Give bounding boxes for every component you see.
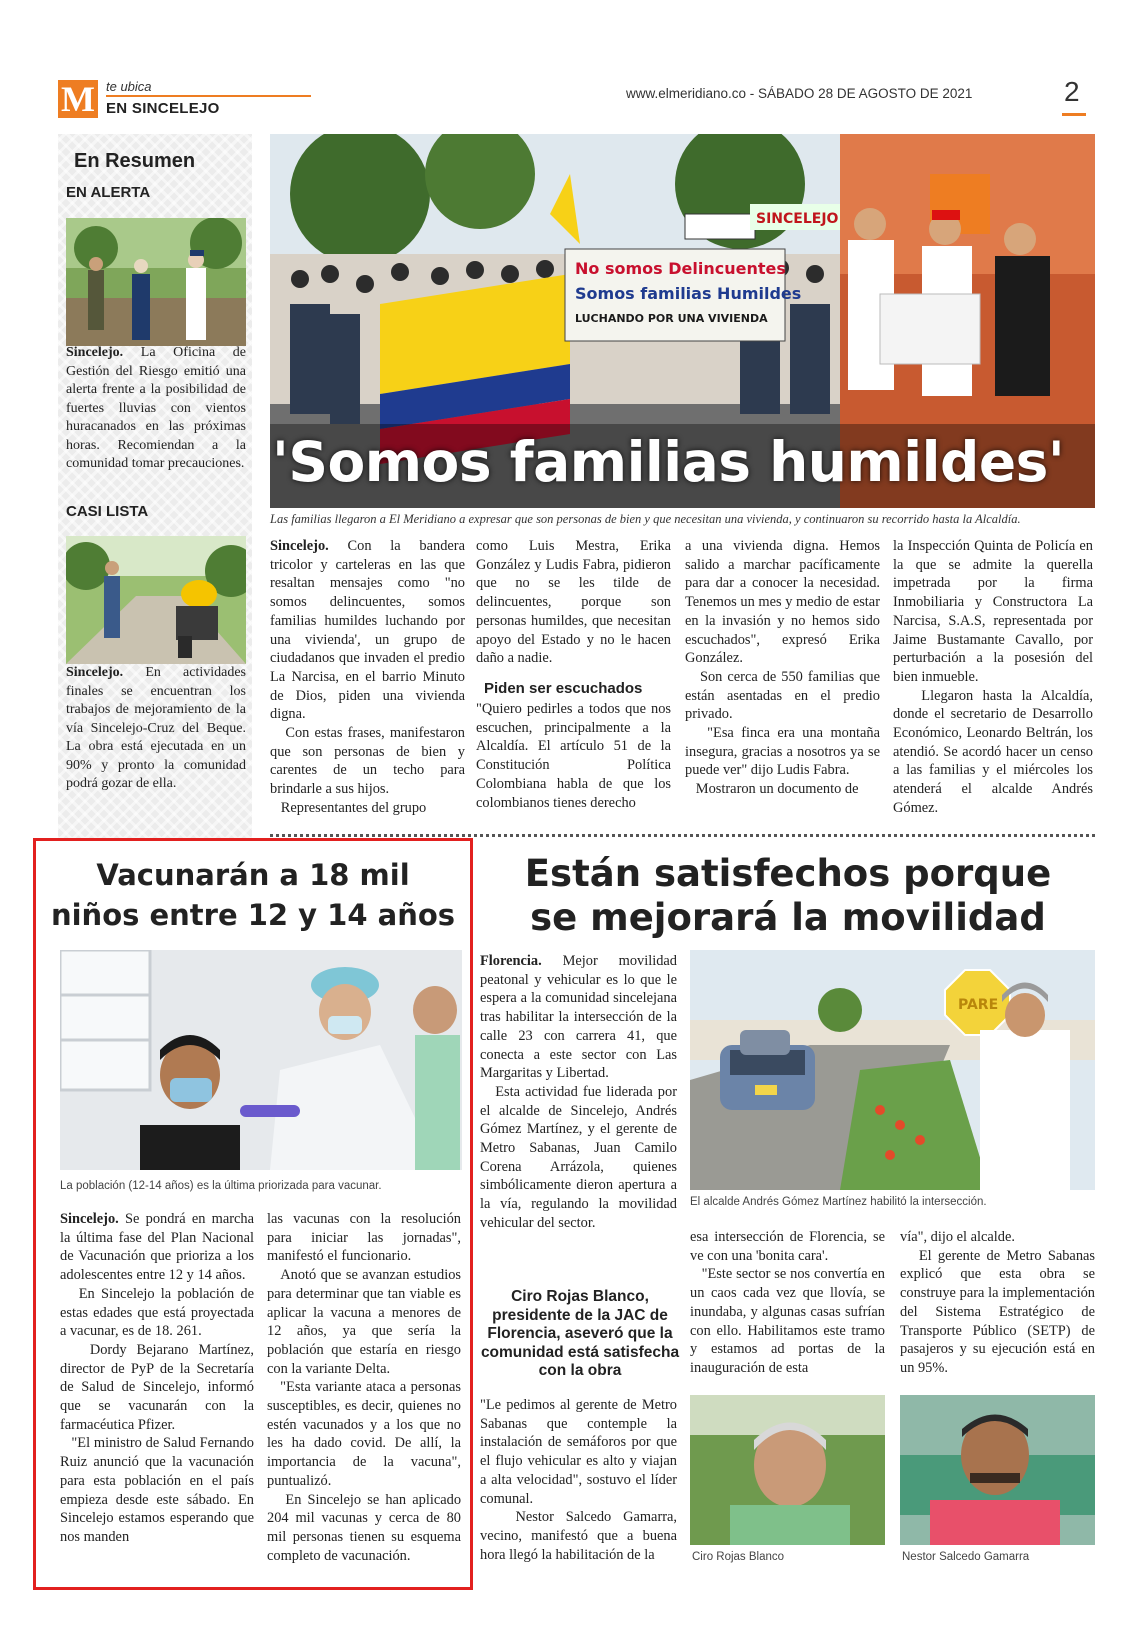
vaccine-col2-p1: las vacunas con la resolución para iniciar las jornadas", manifestó el funcionario. [267,1211,461,1265]
url-date-line: www.elmeridiano.co - SÁBADO 28 DE AGOSTO DE 2021 [626,86,973,101]
lead-column-2b [476,700,671,812]
mobility-quote-head: Ciro Rojas Blanco, presidente de la JAC de Florencia, aseveró que la comunidad está satisfecha con la obra [480,1288,680,1379]
lead-col2-p2: "Quiero pedirles a todos que nos escuchen, principalmente a la Alcaldía. El artículo 51 de la Constitución Política Colombiana habla de que los colombianos tienes derecho [476,701,671,811]
lead-subhead: Piden ser escuchados [484,680,643,697]
lead-headline: 'Somos familias humildes' [272,430,1065,494]
lead-place: Sincelejo. [270,538,329,554]
mobility-column-3 [900,1228,1095,1378]
alert-label: EN ALERTA [66,184,151,201]
newspaper-logo: M [58,80,98,118]
lead-col3-p2: Son cerca de 550 familias que están asentadas en el predio privado. [685,668,880,723]
vaccine-column-1 [60,1210,254,1547]
ciro-rojas-caption: Ciro Rojas Blanco [692,1551,785,1563]
vaccine-col1-p1: Se pondrá en marcha la última fase del Plan Nacional de Vacunación que prioriza a los adolescentes entre 12 y 14 años. [60,1211,254,1284]
nestor-salcedo-caption: Nestor Salcedo Gamarra [902,1551,1030,1563]
mobility-place: Florencia. [480,953,542,969]
mobility-headline-line1: Están satisfechos porque [524,852,1052,895]
sidebar-title: En Resumen [74,150,196,172]
vaccine-col2-p4: En Sincelejo se han aplicado 204 mil vacunas y cerca de 80 mil personas tienen su esquema completo de vacunación. [267,1491,462,1564]
mobility-col1-p3: "Le pedimos al gerente de Metro Sabanas que contemple la instalación de semáforos por que el flujo vehicular es alto y viajan a alta velocidad", sostuvo el líder comunal. [480,1397,677,1507]
intersection-photo-caption: El alcalde Andrés Gómez Martínez habilitó la intersección. [690,1196,987,1208]
section-kicker: te ubica [106,79,152,94]
vaccine-col1-p4: "El ministro de Salud Fernando Ruiz anunció que la vacunación para esta población en el país empieza desde este sábado. En Sincelejo estamos esperando que nos manden [60,1435,254,1545]
mobility-col3-p2: El gerente de Metro Sabanas explicó que esta obra se construye para la implementación del Sistema Estratégico de Transporte Público (SETP) de pasajeros y su ejecución está en un 95%. [900,1247,1095,1376]
mobility-col1-p4: Nestor Salcedo Gamarra, vecino, manifestó que a buena hora llegó la habilitación de la [480,1509,678,1563]
protest-sign-line3: LUCHANDO POR UNA VIVIENDA [575,312,768,325]
nestor-salcedo-portrait [900,1395,1095,1545]
page-number: 2 [1064,76,1080,107]
lead-col1-p2: Con estas frases, manifestaron que son personas de bien y carentes de un techo para brindarle a sus hijos. [270,725,465,798]
lead-col3-p4: Mostraron un documento de [695,781,859,798]
protest-sign-line1: No somos Delincuentes [575,259,786,278]
mobility-column-2 [690,1228,885,1378]
vaccine-col2-p3: "Esta variante ataca a personas susceptibles, es decir, quienes no estén vacunados y a los que no les ha dado covid. De allí, la importancia de la vacuna", puntualizó. [267,1379,462,1489]
vaccine-col1-p3: Dordy Bejarano Martínez, director de PyP de la Secretaría de Salud de Sincelejo, informó que se vacunarán con la farmacéutica Pfizer. [60,1341,254,1433]
page-number-rule [1062,113,1086,116]
lead-photo-caption: Las familias llegaron a El Meridiano a expresar que son personas de bien y que necesitan una vivienda, y continuaron su recorrido hasta la Alcaldía. [270,512,1021,526]
lead-column-4 [893,537,1093,818]
lead-col4-p1: la Inspección Quinta de Policía en la que se admite la querella impetrada por la firma Inmobiliaria y Constructora La Narcisa, S.A.S, representada por Jaime Bustamante Cavallo, por perturbación a la posesión del bien inmueble. [893,538,1093,685]
mobility-col2-p1: esa intersección de Florencia, se ve con una 'bonita cara'. [690,1229,885,1264]
vaccine-column-2 [267,1210,461,1565]
lead-col3-p1: a una vivienda digna. Hemos salido a marchar pacíficamente para dar a conocer la necesidad. Tenemos un mes y medio de estar en la invasión y no hemos sido escuchados", expresó Erika González. [685,538,880,667]
almost-ready-place: Sincelejo. [66,665,124,680]
mobility-headline-line2: se mejorará la movilidad [530,896,1046,939]
vaccination-photo-caption: La población (12-14 años) es la última priorizada para vacunar. [60,1180,382,1192]
vaccine-headline-line1: Vacunarán a 18 mil [96,858,410,892]
alert-photo [66,218,246,346]
mobility-headline [482,852,1094,940]
mobility-col1-p1: Mejor movilidad peatonal y vehicular es lo que le espera a la comunidad sincelejana tras habilitar la intersección de la calle 23 con carrera 41, que conecta a este sector con Las Margaritas y Libertad. [480,953,677,1082]
almost-ready-label: CASI LISTA [66,503,149,520]
lead-col1-p3: Representantes del grupo [280,799,427,816]
section-name: EN SINCELEJO [106,100,220,117]
stop-sign-text: PARE [958,997,999,1013]
almost-ready-text [66,664,246,794]
almost-ready-body: En actividades finales se encuentran los trabajos de mejoramiento de la vía Sincelejo-Cruz del Beque. La obra está ejecutada en un 90% y pronto la comunidad podrá gozar de ella. [66,665,246,791]
ciro-rojas-portrait [690,1395,885,1545]
header-rule [106,95,311,97]
road-works-photo [66,536,246,664]
alert-text [66,344,246,474]
alert-place: Sincelejo. [66,345,124,360]
small-protest-sign: SINCELEJO [756,211,839,227]
lead-column-3 [685,537,880,799]
lead-column-1 [270,537,465,818]
lead-col1-p1: Con la bandera tricolor y carteleras en las que resaltan mensajes como "no somos delincuentes, somos familias humildes luchando por una vivienda', un grupo de ciudadanos que invaden el predio La Narcisa, en el barrio Minuto de Dios, piden una vivienda digna. [270,538,465,723]
vaccine-col1-p2: En Sincelejo la población de estas edades que está proyectada a vacunar, es de 18. 261. [60,1285,254,1340]
mobility-column-1 [480,952,677,1233]
mobility-col2-p2: "Este sector se nos convertía en un caos cada vez que llovía, se inundaba, y algunas casas sufrían con ello. Habilitamos este tramo y estamos ad portas de la inauguración de esta [690,1266,885,1376]
mobility-col1-p2: Esta actividad fue liderada por el alcalde de Sincelejo, Andrés Gómez Martínez, y el gerente de Metro Sabanas, Juan Camilo Corena Arrázola, quienes simbólicamente dieron apertura a la vía, regulando la movilidad vehicular del sector. [480,1083,677,1231]
summary-sidebar [58,134,252,840]
lead-column-2 [476,537,671,668]
protest-sign-line2: Somos familias Humildes [575,284,802,303]
lead-col3-p3: "Esa finca era una montaña insegura, gracias a nosotros ya se puede ver" dijo Ludis Fabra. [685,725,880,779]
intersection-photo [690,950,1095,1190]
lead-col4-p2: Llegaron hasta la Alcaldía, donde el secretario de Desarrollo Económico, Leonardo Beltrán, los atendió. Se acordó hacer un censo a las familias y el miércoles los atenderá el alcalde Andrés Gómez. [893,687,1093,816]
vaccine-col2-p2: Anotó que se avanzan estudios para determinar que tan viable es aplicar la vacuna a menores de 12 años, ya que sería la población que estaría en riesgo con la variante Delta. [267,1267,461,1377]
vaccination-photo [60,950,462,1170]
lead-col2-p1: como Luis Mestra, Erika González y Ludis Fabra, pidieron que no se les tilde de delincuentes, porque son personas humildes, que necesitan apoyo del Estado y no le hacen daño a nadie. [476,538,671,667]
section-divider [270,834,1095,837]
vaccine-headline [40,855,466,935]
vaccine-headline-line2: niños entre 12 y 14 años [50,898,456,932]
alert-body: La Oficina de Gestión del Riesgo emitió una alerta frente a la posibilidad de fuertes lluvias con vientos huracanados en las próximas horas. Recomiendan a la comunidad tomar precauciones. [66,345,246,471]
vaccine-place: Sincelejo. [60,1211,119,1227]
mobility-col3-p1: vía", dijo el alcalde. [900,1229,1015,1245]
mobility-column-1b [480,1396,677,1564]
